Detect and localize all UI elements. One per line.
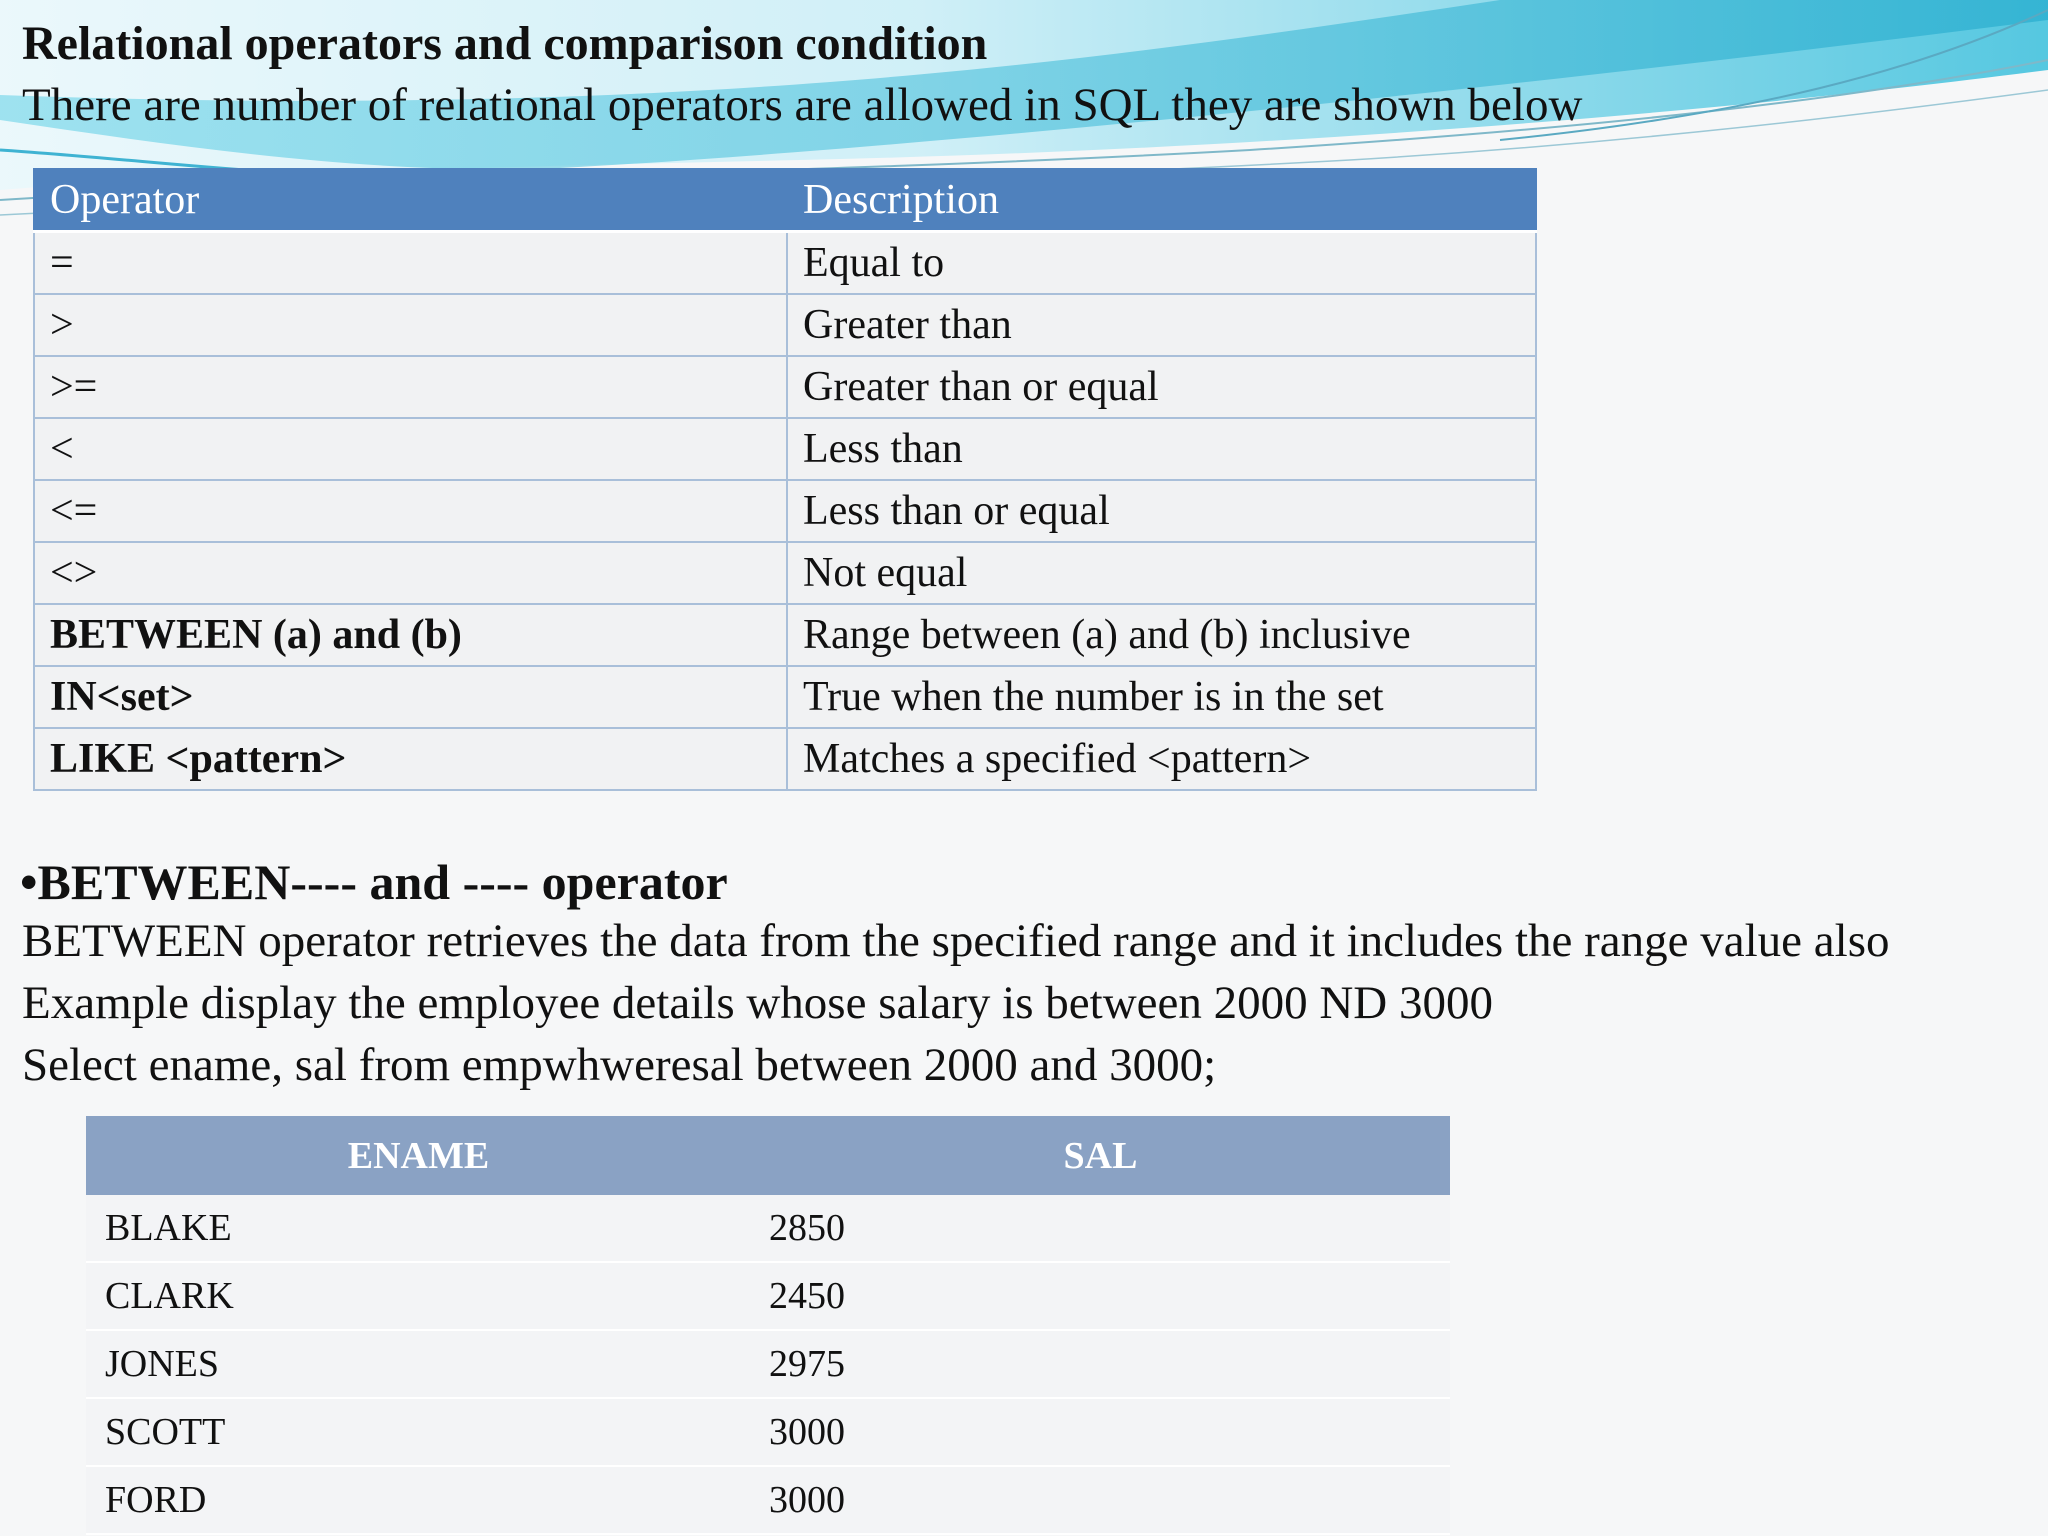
table-row bbox=[34, 232, 1536, 295]
description-cell: Greater than bbox=[787, 294, 1536, 356]
sal-cell: 3000 bbox=[751, 1398, 1450, 1466]
ename-column-header: ENAME bbox=[86, 1116, 751, 1195]
table-row bbox=[34, 604, 1536, 666]
operator-cell: > bbox=[34, 294, 787, 356]
description-cell: Less than or equal bbox=[787, 480, 1536, 542]
table-row bbox=[34, 356, 1536, 418]
operator-column-header: Operator bbox=[34, 169, 787, 232]
sql-query-line: Select ename, sal from empwhweresal between 2000 and 3000; bbox=[22, 1039, 1217, 1091]
operator-cell: = bbox=[34, 232, 787, 295]
operator-cell: < bbox=[34, 418, 787, 480]
operator-cell: >= bbox=[34, 356, 787, 418]
result-table-header-row bbox=[86, 1116, 1450, 1195]
sal-column-header: SAL bbox=[751, 1116, 1450, 1195]
description-cell: Matches a specified <pattern> bbox=[787, 728, 1536, 790]
description-cell: Greater than or equal bbox=[787, 356, 1536, 418]
table-row bbox=[86, 1195, 1450, 1262]
description-cell: Equal to bbox=[787, 232, 1536, 295]
operators-table bbox=[33, 168, 1537, 791]
table-row bbox=[34, 666, 1536, 728]
operator-cell: IN<set> bbox=[34, 666, 787, 728]
table-row bbox=[86, 1398, 1450, 1466]
ename-cell: SCOTT bbox=[86, 1398, 751, 1466]
between-description-line: BETWEEN operator retrieves the data from the specified range and it includes the range value also bbox=[22, 915, 1890, 967]
table-row bbox=[34, 480, 1536, 542]
ename-cell: BLAKE bbox=[86, 1195, 751, 1262]
sal-cell: 3000 bbox=[751, 1466, 1450, 1534]
operator-cell: <= bbox=[34, 480, 787, 542]
description-column-header: Description bbox=[787, 169, 1536, 232]
example-description-line: Example display the employee details whose salary is between 2000 ND 3000 bbox=[22, 977, 1493, 1029]
description-cell: Less than bbox=[787, 418, 1536, 480]
operator-cell: LIKE <pattern> bbox=[34, 728, 787, 790]
table-row bbox=[34, 418, 1536, 480]
table-row bbox=[34, 294, 1536, 356]
ename-cell: FORD bbox=[86, 1466, 751, 1534]
sal-cell: 2450 bbox=[751, 1262, 1450, 1330]
description-cell: Not equal bbox=[787, 542, 1536, 604]
operator-cell: BETWEEN (a) and (b) bbox=[34, 604, 787, 666]
operators-table-header-row bbox=[34, 169, 1536, 232]
description-cell: True when the number is in the set bbox=[787, 666, 1536, 728]
table-row bbox=[86, 1262, 1450, 1330]
table-row bbox=[34, 542, 1536, 604]
sal-cell: 2850 bbox=[751, 1195, 1450, 1262]
sal-cell: 2975 bbox=[751, 1330, 1450, 1398]
result-table bbox=[86, 1116, 1450, 1535]
description-cell: Range between (a) and (b) inclusive bbox=[787, 604, 1536, 666]
ename-cell: JONES bbox=[86, 1330, 751, 1398]
between-section-title: •BETWEEN---- and ---- operator bbox=[20, 854, 728, 910]
slide-heading: Relational operators and comparison condition bbox=[22, 17, 988, 70]
slide-subtitle: There are number of relational operators are allowed in SQL they are shown below bbox=[22, 79, 1583, 131]
table-row bbox=[86, 1330, 1450, 1398]
ename-cell: CLARK bbox=[86, 1262, 751, 1330]
table-row bbox=[34, 728, 1536, 790]
table-row bbox=[86, 1466, 1450, 1534]
operator-cell: <> bbox=[34, 542, 787, 604]
